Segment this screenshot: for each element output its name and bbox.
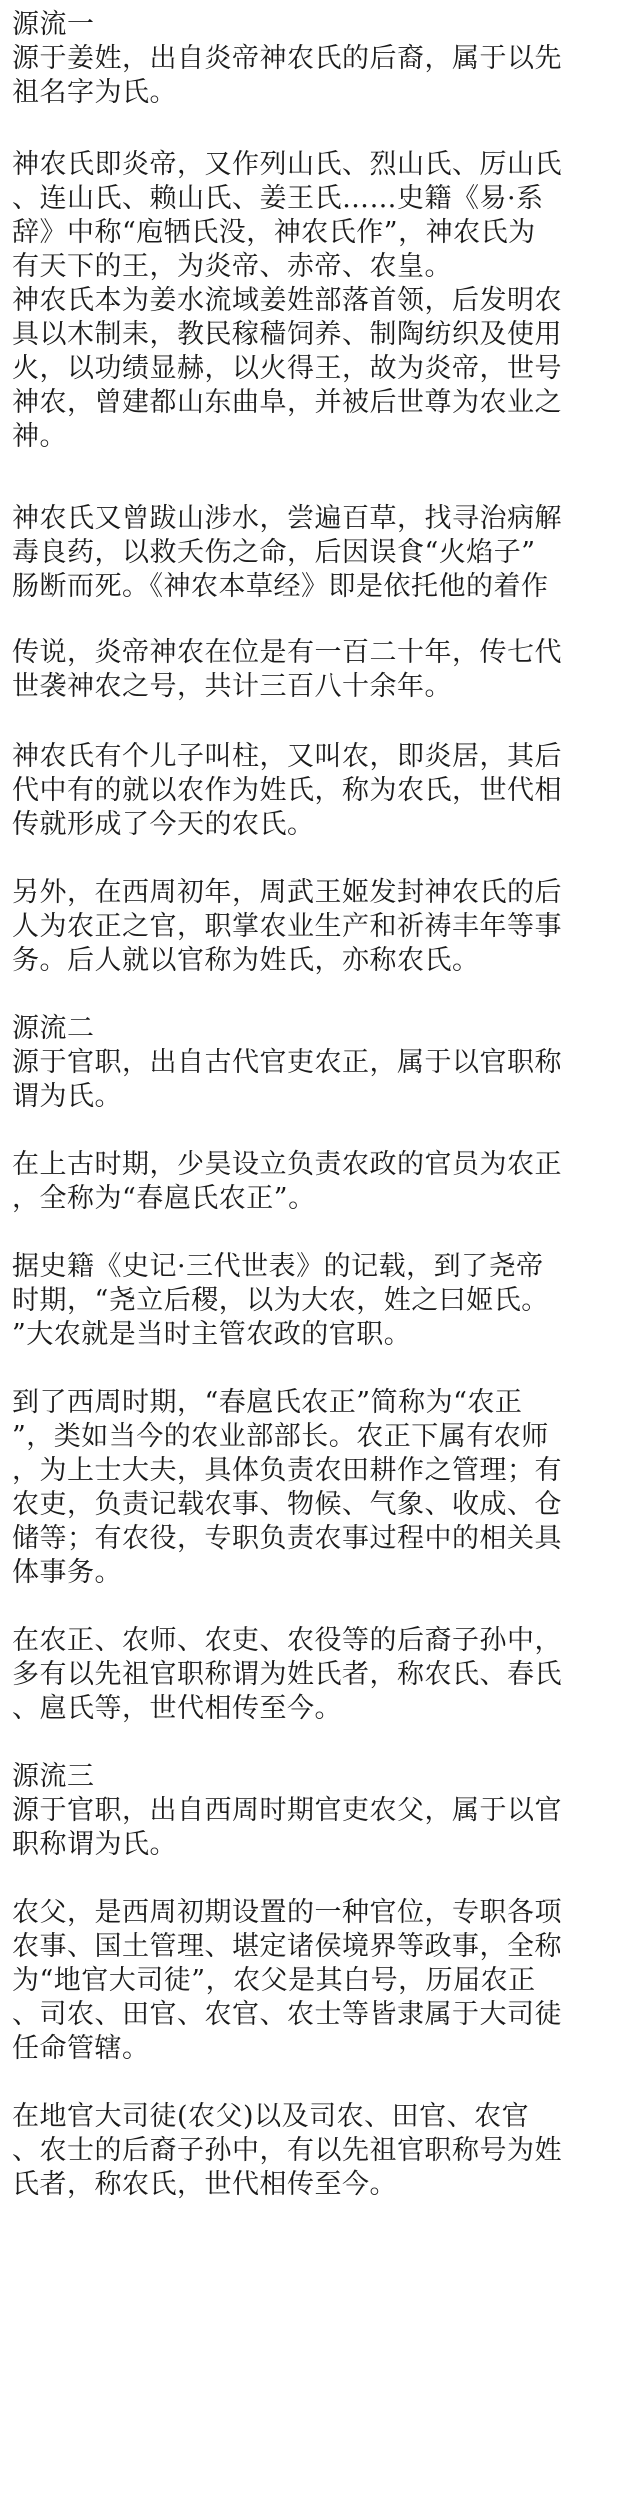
paragraph-line: 祖名字为氏。 (12, 77, 177, 108)
paragraph-line: 人为农正之官，职掌农业生产和祈祷丰年等事 (12, 911, 562, 942)
paragraph-line: 为“地官大司徒”，农父是其白号，历届农正 (12, 1965, 536, 1996)
paragraph-line: 神农，曾建都山东曲阜，并被后世尊为农业之 (12, 387, 562, 418)
paragraph-line: 务。后人就以官称为姓氏，亦称农氏。 (12, 945, 480, 976)
paragraph-line: 农父，是西周初期设置的一种官位，专职各项 (12, 1897, 562, 1928)
paragraph-line: 源于官职，出自西周时期官吏农父，属于以官 (12, 1795, 562, 1826)
paragraph-line: 肠断而死。《神农本草经》即是依托他的着作 (12, 571, 549, 602)
paragraph-line: 、司农、田官、农官、农士等皆隶属于大司徒 (12, 1999, 562, 2030)
paragraph-line: 传说，炎帝神农在位是有一百二十年，传七代 (12, 637, 562, 668)
paragraph-line: ”，类如当今的农业部部长。农正下属有农师 (12, 1421, 549, 1452)
paragraph-line: 、扈氏等，世代相传至今。 (12, 1693, 342, 1724)
paragraph-line: 在上古时期，少昊设立负责农政的官员为农正 (12, 1149, 562, 1180)
paragraph-line: 源于官职，出自古代官吏农正，属于以官职称 (12, 1047, 562, 1078)
paragraph-line: ，全称为“春扈氏农正”。 (12, 1183, 316, 1214)
paragraph-line: 代中有的就以农作为姓氏，称为农氏，世代相 (12, 775, 562, 806)
paragraph-line: 火，以功绩显赫，以火得王，故为炎帝，世号 (12, 353, 562, 384)
paragraph-line: 源于姜姓，出自炎帝神农氏的后裔，属于以先 (12, 43, 562, 74)
paragraph-line: 多有以先祖官职称谓为姓氏者，称农氏、春氏 (12, 1659, 562, 1690)
paragraph-line: 时期，“尧立后稷，以为大农，姓之曰姬氏。 (12, 1285, 549, 1316)
section-heading: 源流三 (12, 1761, 95, 1792)
section-heading: 源流一 (12, 9, 95, 40)
paragraph-line: 农吏，负责记载农事、物候、气象、收成、仓 (12, 1489, 562, 1520)
paragraph-line: 世袭神农之号，共计三百八十余年。 (12, 671, 452, 702)
paragraph-line: 职称谓为氏。 (12, 1829, 177, 1860)
paragraph-line: 有天下的王，为炎帝、赤帝、农皇。 (12, 251, 452, 282)
paragraph-line: 神农氏又曾跋山涉水，尝遍百草，找寻治病解 (12, 503, 562, 534)
paragraph-line: 到了西周时期，“春扈氏农正”简称为“农正 (12, 1387, 523, 1418)
paragraph-line: 辞》中称“庖牺氏没，神农氏作”，神农氏为 (12, 217, 536, 248)
paragraph-line: ”大农就是当时主管农政的官职。 (12, 1319, 412, 1350)
paragraph-line: 谓为氏。 (12, 1081, 122, 1112)
paragraph-line: 、农士的后裔子孙中，有以先祖官职称号为姓 (12, 2135, 562, 2166)
section-heading: 源流二 (12, 1013, 95, 1044)
paragraph-line: 神农氏本为姜水流域姜姓部落首领，后发明农 (12, 285, 562, 316)
paragraph-line: 农事、国土管理、堪定诸侯境界等政事，全称 (12, 1931, 562, 1962)
paragraph-line: 神农氏有个儿子叫柱，又叫农，即炎居，其后 (12, 741, 562, 772)
paragraph-line: 储等；有农役，专职负责农事过程中的相关具 (12, 1523, 562, 1554)
paragraph-line: 具以木制耒，教民稼穑饲养、制陶纺织及使用 (12, 319, 562, 350)
paragraph-line: 在农正、农师、农吏、农役等的后裔子孙中， (12, 1625, 562, 1656)
paragraph-line: 氏者，称农氏，世代相传至今。 (12, 2169, 397, 2200)
paragraph-line: 体事务。 (12, 1557, 122, 1588)
paragraph-line: 神。 (12, 421, 67, 452)
paragraph-line: 在地官大司徒(农父)以及司农、田官、农官 (12, 2101, 530, 2132)
paragraph-line: 据史籍《史记·三代世表》的记载，到了尧帝 (12, 1251, 544, 1282)
paragraph-line: 毒良药，以救夭伤之命，后因误食“火焰子” (12, 537, 536, 568)
paragraph-line: 任命管辖。 (12, 2033, 150, 2064)
paragraph-line: 另外，在西周初年，周武王姬发封神农氏的后 (12, 877, 562, 908)
paragraph-line: ，为上士大夫，具体负责农田耕作之管理；有 (12, 1455, 562, 1486)
paragraph-line: 神农氏即炎帝，又作列山氏、烈山氏、厉山氏 (12, 149, 562, 180)
paragraph-line: 传就形成了今天的农氏。 (12, 809, 315, 840)
paragraph-line: 、连山氏、赖山氏、姜王氏……史籍《易·系 (12, 183, 544, 214)
